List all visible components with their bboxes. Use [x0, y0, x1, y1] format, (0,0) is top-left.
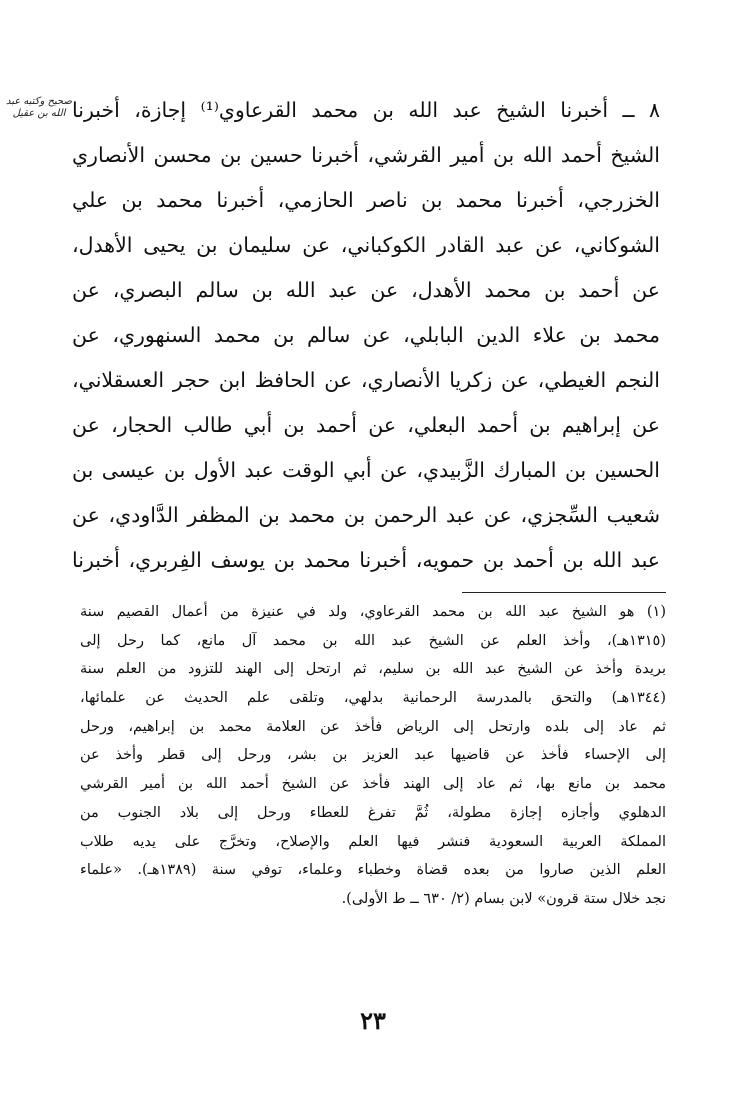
footnote-line: بريدة وأخذ عن الشيخ عبد الله بن سليم، ثم ارتحل إلى الهند للتزود من العلم سنة [80, 661, 666, 678]
main-text-line: عن إبراهيم بن أحمد البعلي، عن أحمد بن أبي طالب الحجار، عن [72, 413, 660, 437]
main-text-line: الشوكاني، عن عبد القادر الكوكباني، عن سليمان بن يحيى الأهدل، [72, 233, 660, 257]
main-text-line: شعيب السِّجزي، عن عبد الرحمن بن محمد بن المظفر الدَّاودي، عن [72, 503, 660, 527]
footnote-line: العلم الذين صاروا من بعده قضاة وخطباء وعلماء، توفي سنة (١٣٨٩هـ). «علماء [80, 862, 666, 879]
main-text-block [72, 88, 660, 583]
footnote-line: (١٣٤٤هـ) والتحق بالمدرسة الرحمانية بدلهي، وتلقى علم الحديث عن علمائها، [80, 690, 666, 707]
footnote-divider [462, 592, 666, 593]
footnote-line: الدهلوي وأجازه إجازة مطولة، ثُمَّ تفرغ للعطاء ورحل إلى بلاد الجنوب من [80, 804, 666, 821]
main-text-line: الحسين بن المبارك الزَّبيدي، عن أبي الوقت عبد الأول بن عيسى بن [72, 458, 660, 482]
main-text-line: عبد الله بن أحمد بن حمويه، أخبرنا محمد بن يوسف الفِربري، أخبرنا [72, 548, 660, 572]
main-text-line: محمد بن علاء الدين البابلي، عن سالم بن محمد السنهوري، عن [72, 323, 660, 347]
main-text-line: النجم الغيطي، عن زكريا الأنصاري، عن الحافظ ابن حجر العسقلاني، [72, 368, 660, 392]
page-number: ٢٣ [360, 1006, 386, 1035]
main-text-line: الشيخ أحمد الله بن أمير القرشي، أخبرنا حسين بن محسن الأنصاري [72, 143, 660, 167]
handwritten-margin-note: صحيح وكتبه عبد الله بن عقيل [6, 96, 72, 119]
footnote-line: (١) هو الشيخ عبد الله بن محمد القرعاوي، ولد في عنيزة من أعمال القصيم سنة [80, 604, 666, 620]
main-text-line: ٨ ــ أخبرنا الشيخ عبد الله بن محمد القرعاوي⁽¹⁾ إجازة، أخبرنا [72, 98, 660, 122]
main-text-line: الخزرجي، أخبرنا محمد بن ناصر الحازمي، أخبرنا محمد بن علي [72, 188, 660, 212]
main-text-line: عن أحمد بن محمد الأهدل، عن عبد الله بن سالم البصري، عن [72, 278, 660, 302]
footnote-line: إلى الإحساء فأخذ عن قاضيها عبد العزيز بن بشر، ورحل إلى قطر وأخذ عن [80, 747, 666, 764]
footnote-block [80, 598, 666, 914]
footnote-line: (١٣١٥هـ)، وأخذ العلم عن الشيخ عبد الله بن محمد آل مانع، كما رحل إلى [80, 632, 666, 649]
footnote-line: محمد بن مانع بها، ثم عاد إلى الهند فأخذ عن الشيخ أحمد الله بن أمير القرشي [80, 776, 666, 793]
footnote-line: ثم عاد إلى بلده وارتحل إلى الرياض فأخذ عن العلامة محمد بن إبراهيم، ورحل [80, 718, 666, 735]
footnote-line: نجد خلال ستة قرون» لابن بسام (٢/ ٦٣٠ ــ ط الأولى). [341, 890, 666, 907]
footnote-line: المملكة العربية السعودية فنشر فيها العلم والإصلاح، وتخرَّج على يديه طلاب [80, 833, 666, 850]
